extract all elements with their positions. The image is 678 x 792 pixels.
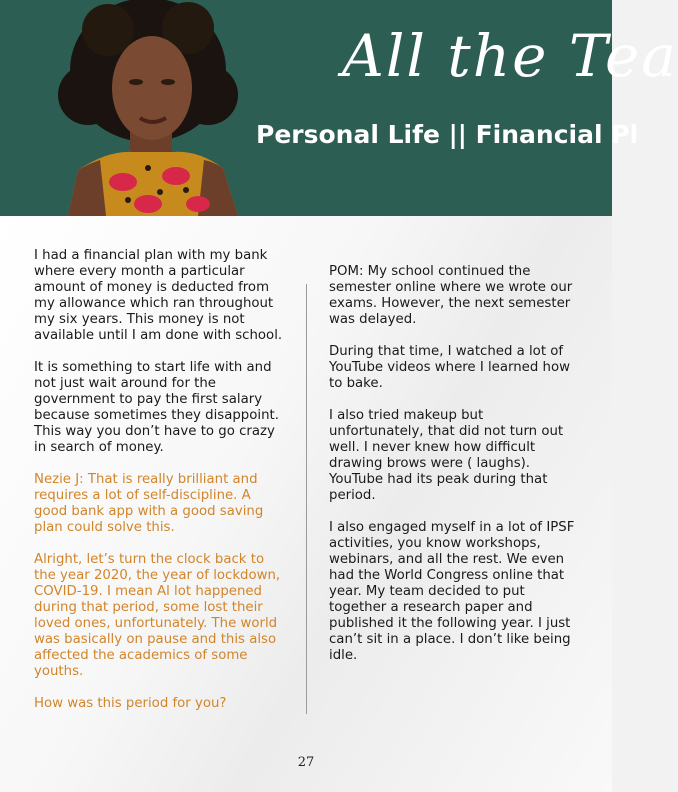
header-banner	[0, 0, 678, 216]
paragraph: During that time, I watched a lot of YouTube videos where I learned how to bake.	[329, 344, 570, 391]
article-body	[0, 216, 612, 792]
paragraph: POM: My school continued the semester online where we wrote our exams. However, the next semester was delayed.	[329, 264, 573, 327]
script-title: All the Tea	[342, 22, 678, 90]
paragraph: It is something to start life with and not just wait around for the government to pay the first salary because sometimes they disappoint. This way you don’t have to go crazy in search of money.	[34, 360, 279, 455]
paragraph: I had a financial plan with my bank where every month a particular amount of money is deducted from my allowance which ran throughout my six years. This money is not available until I am done with school.	[34, 248, 283, 343]
page-number: 27	[297, 755, 315, 770]
paragraph: I also tried makeup but unfortunately, that did not turn out well. I never knew how difficult drawing brows were ( laughs). YouTube had its peak during that period.	[329, 408, 564, 503]
woman-portrait-illustration	[48, 0, 248, 216]
interviewer-paragraph: Nezie J: That is really brilliant and requires a lot of self-discipline. A good bank app with a good saving plan could solve this.	[34, 472, 264, 535]
paragraph: I also engaged myself in a lot of IPSF activities, you know workshops, webinars, and all the rest. We even had the World Congress online that year. My team decided to put together a research paper and published it the following year. I just can’t sit in a place. I don’t like being idle.	[329, 520, 575, 663]
section-subtitle: Personal Life || Financial Pl	[256, 120, 639, 149]
portrait-photo	[48, 0, 248, 216]
interviewer-paragraph: Alright, let’s turn the clock back to the year 2020, the year of lockdown, COVID-19. I mean Al lot happened during that period, some lost their loved ones, unfortunately. The world was basically on pause and this also affected the academics of some youths.	[34, 552, 281, 679]
column-divider	[306, 284, 307, 714]
interviewer-question: How was this period for you?	[34, 696, 227, 711]
left-column	[34, 248, 286, 728]
right-column	[329, 264, 581, 680]
